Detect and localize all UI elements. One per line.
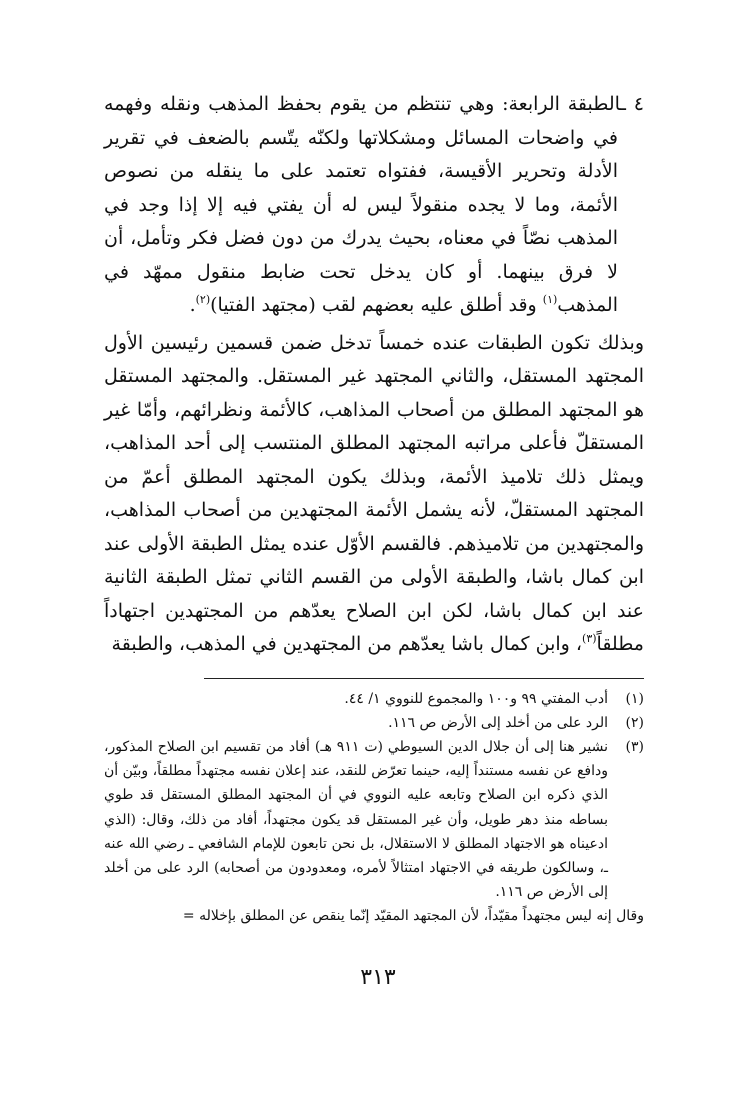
footnote-item	[104, 711, 644, 735]
footnote-divider	[204, 678, 644, 679]
paragraph-text: ، وابن كمال باشا يعدّهم من المجتهدين في المذهب، والطبقة	[111, 633, 583, 655]
footnote-number: (٢)	[625, 714, 644, 731]
footnotes	[104, 687, 644, 929]
page-number: ٣١٣	[360, 965, 396, 990]
paragraph-text: .	[189, 294, 196, 316]
paragraph-text: وبذلك تكون الطبقات عنده خمساً تدخل ضمن قسمين رئيسين الأول المجتهد المستقل، والثاني المجتهد غير المستقل. والمجتهد المستقل هو المجتهد المطلق من أصحاب المذاهب، كالأئمة ونظرائهم، وأمّا غير المستقلّ فأعلى مراتبه المجتهد المطلق المنتسب إلى أحد المذاهب، ويمثل ذلك تلاميذ الأئمة، وبذلك يكون المجتهد المطلق أعمّ من المجتهد المستقلّ، لأنه يشمل الأئمة المجتهدين من أصحاب المذاهب، والمجتهدين من تلاميذهم. فالقسم الأوّل عنده يمثل الطبقة الأولى عند ابن كمال باشا، والطبقة الأولى من القسم الثاني تمثل الطبقة الثانية عند ابن كمال باشا، لكن ابن الصلاح يعدّهم من المجتهدين اجتهاداً مطلقاً	[104, 331, 644, 655]
footnote-number: (٣)	[625, 738, 644, 755]
footnote-item	[104, 735, 644, 904]
footnote-item	[104, 687, 644, 711]
footnote-text: نشير هنا إلى أن جلال الدين السيوطي (ت ٩١١ هـ) أفاد من تقسيم ابن الصلاح المذكور، ودافع عن نفسه مستنداً إليه، حينما تعرّض للنقد، عند إعلان نفسه مجتهداً مطلقاً، وبيّن أن الذي ذكره ابن الصلاح وتابعه عليه النووي في أن المجتهد المطلق المستقل قد طوي بساطه منذ دهر طويل، وأن غير المستقل قد يكون مجتهداً، أفاد من ذلك، وقال: (الذي ادعيناه هو الاجتهاد المطلق لا الاستقلال، بل نحن تابعون للإمام الشافعي ـ رضي الله عنه ـ، وسالكون طريقه في الاجتهاد امتثالاً لأمره، ومعدودون من أصحابه) الرد على من أخلد إلى الأرض ص ١١٦.	[104, 738, 608, 901]
footnote-continuation: وقال إنه ليس مجتهداً مقيّداً، لأن المجتهد المقيّد إنّما ينقص عن المطلق بإخلاله =	[182, 908, 644, 925]
footnote-ref-1[interactable]: (١)	[542, 293, 558, 306]
footnote-ref-3[interactable]: (٣)	[582, 632, 597, 645]
paragraph-tier-four	[104, 88, 644, 323]
paragraph-number: ٤ ـ	[620, 93, 644, 115]
footnote-text: أدب المفتي ٩٩ و١٠٠ والمجموع للنووي ١/ ٤٤.	[344, 690, 608, 707]
paragraph-text: الطبقة الرابعة: وهي تنتظم من يقوم بحفظ المذهب ونقله وفهمه في واضحات المسائل ومشكلاتها ولكنّه يتّسم بالضعف في تقرير الأدلة وتحرير الأقيسة، ففتواه تعتمد على ما ينقله من نصوص الأئمة، وما لا يجده منقولاً ليس له أن يفتي فيه إلا إذا وجد في المذهب نصّاً في معناه، بحيث يدرك من دون فضل فكر وتأمل، أن لا فرق بينهما. أو كان يدخل تحت ضابط منقول ممهّد في المذهب	[104, 93, 621, 316]
main-text	[104, 88, 644, 662]
footnote-ref-2[interactable]: (٢)	[195, 293, 211, 306]
paragraph-summary	[104, 327, 644, 662]
paragraph-text: وقد أطلق عليه بعضهم لقب (مجتهد الفتيا)	[210, 294, 543, 316]
footnote-text: الرد على من أخلد إلى الأرض ص ١١٦.	[388, 714, 608, 731]
footnote-number: (١)	[625, 690, 644, 707]
